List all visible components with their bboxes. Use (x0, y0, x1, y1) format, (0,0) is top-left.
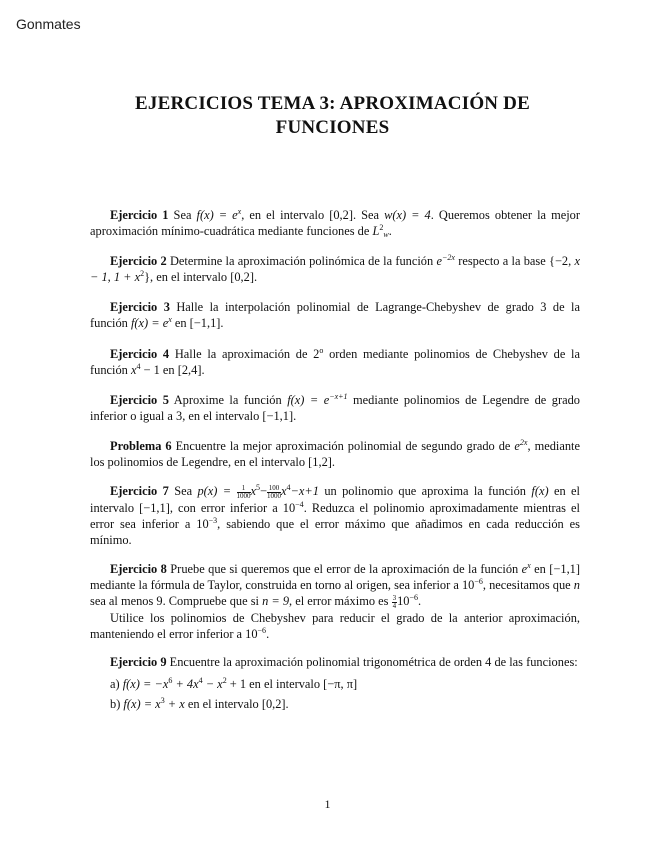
document-title: EJERCICIOS TEMA 3: APROXIMACIÓN DE FUNCIONES (135, 93, 530, 138)
exercise-8: Ejercicio 8 Pruebe que si queremos que el error de la aproximación de la función $e^x$ en [−1,1] mediante la fórmula de Taylor, construida en torno al origen, sea inferior a $10^{-6}$, necesitamos que n sea al menos 9. Compruebe que si n = 9, el error máximo es $\frac{3}{4}$ $10^{-6}$. Utilice los polinomios de Chebyshev para reducir el grado de la anterior aproximación, manteniendo el error inferior a $10^{-6}$. (90, 561, 581, 641)
problem-6: Problema 6 Encuentre la mejor aproximación polinomial de segundo grado de $e^{2x}$, mediante los polinomios de Legendre, en el intervalo [1,2]. (90, 438, 580, 469)
exercise-9-item-b: b) $f(x) = x^3 + x$ en el intervalo [0,2]. (110, 696, 289, 711)
exercise-9-item-a: a) $f(x) = -x^6 + 4x^4 - x^2 + 1$ en el intervalo [−π, π] (110, 676, 358, 691)
exercise-5: Ejercicio 5 Aproxime la función $f(x) = e^{-x+1}$ mediante polinomios de Legendre de grado inferior o igual a 3, en el intervalo [−1,1]. (90, 392, 580, 423)
exercise-2: Ejercicio 2 Determine la aproximación polinómica de la función $e^{-2x}$ respecto a la base {−2, x − 1, $1 + x^2$}, en el intervalo [0,2]. (90, 253, 580, 284)
site-name: Gonmates (16, 16, 81, 32)
exercise-7: Ejercicio 7 Sea p(x) = $\frac{1}{1000}$ $x^5-$ $\frac{100}{1000}$ $x^4-x+1$ un polinomio que aproxima la función f(x) en el intervalo [−1,1], con error inferior a $10^{-4}$. Reduzca el polinomio aproximadamente mientras el error sea inferior a $10^{-3}$, sabiendo que el error máximo que añadimos en cada reducción es mínimo. (90, 483, 580, 547)
exercise-8-paragraph-2: Utilice los polinomios de Chebyshev para reducir el grado de la anterior aproximación, manteniendo el error inferior a $10^{-6}$. (90, 610, 580, 641)
exercise-1: Ejercicio 1 Sea $f(x) = e^x$, en el intervalo [0,2]. Sea w(x) = 4. Queremos obtener la mejor aproximación mínimo-cuadrática mediante funciones de $L^2_w$. (90, 207, 580, 239)
page-number: 1 (324, 797, 331, 811)
exercise-9: Ejercicio 9 Encuentre la aproximación polinomial trigonométrica de orden 4 de las funciones: a) $f(x) = -x^6 + 4x^4 - x^2 + 1$ en el intervalo [−π, π] b) $f(x) = x^3 + x$ en el intervalo [0,2]. (90, 654, 580, 712)
exercise-4: Ejercicio 4 Halle la aproximación de 2$^o$ orden mediante polinomios de Chebyshev de la función $x^4 - 1$ en [2,4]. (90, 346, 581, 377)
exercise-3: Ejercicio 3 Halle la interpolación polinomial de Lagrange-Chebyshev de grado 3 de la función $f(x) = e^x$ en [−1,1]. (90, 300, 580, 330)
